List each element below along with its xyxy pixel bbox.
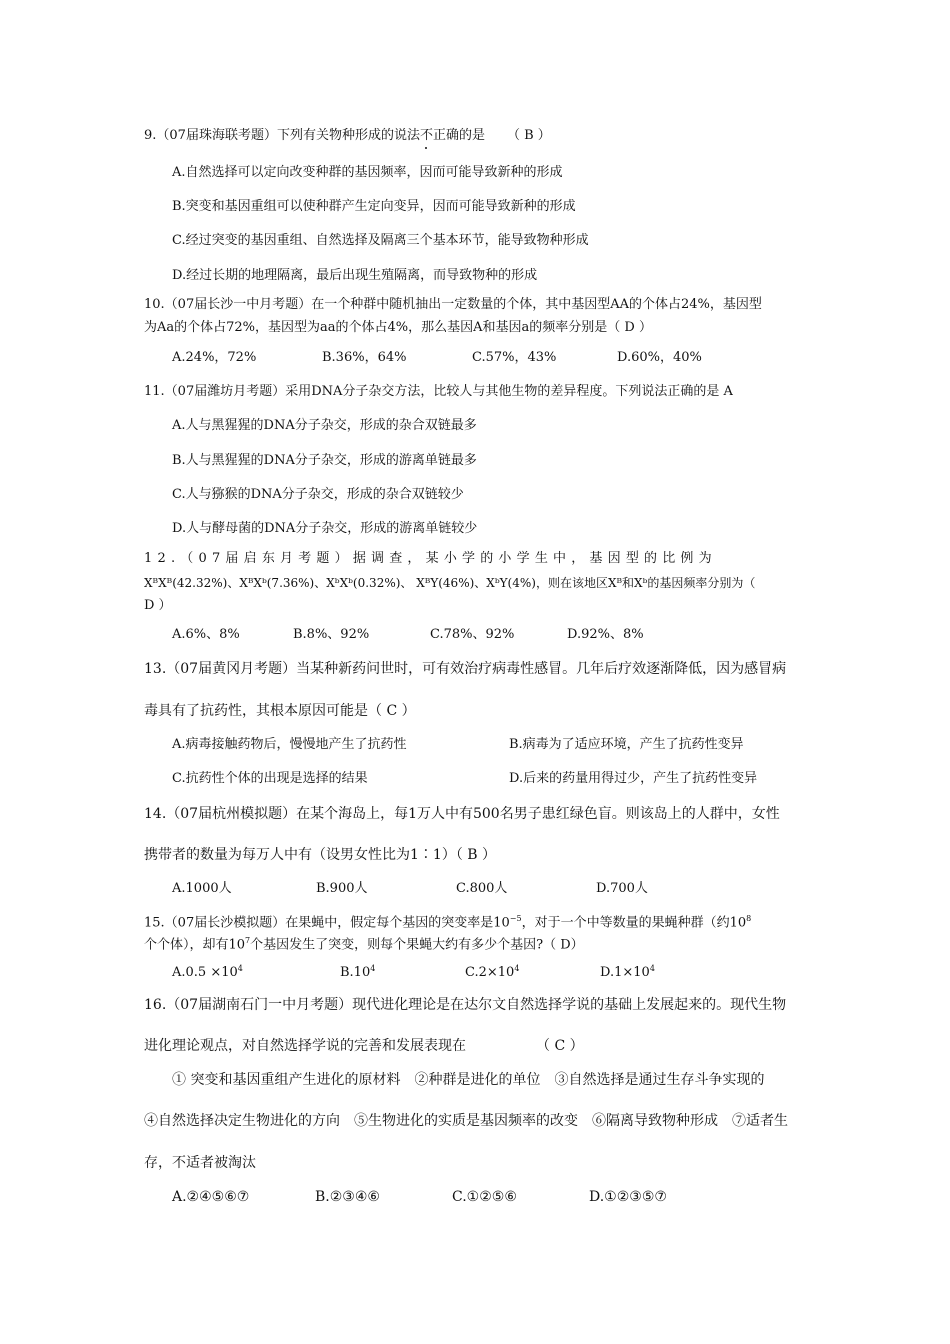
q15-stem-line2-b: 个基因发生了突变，则每个果蝇大约有多少个基因?（ D） [250, 937, 584, 953]
q13-option-b: B.病毒为了适应环境，产生了抗药性变异 [509, 737, 744, 752]
q11-option-b: B.人与黑猩猩的DNA分子杂交，形成的游离单链最多 [172, 453, 477, 468]
q14-option-d: D.700人 [596, 881, 648, 896]
q10-option-b: B.36%，64% [322, 350, 407, 365]
q10-option-c: C.57%，43% [472, 350, 557, 365]
q13-stem-line1: 13.（07届黄冈月考题）当某种新药问世时，可有效治疗病毒性感冒。几年后疗效逐渐降低，因为感冒病 [144, 661, 787, 677]
q12-stem-line1: 12.（07届启东月考题）据调查，某小学的小学生中，基因型的比例为 [144, 551, 717, 566]
q15-stem-line1-a: 15.（07届长沙模拟题）在果蝇中，假定每个基因的突变率是10 [144, 915, 510, 931]
q15-stem-line2 [144, 932, 584, 954]
q15-exponent-3: 7 [245, 936, 251, 945]
q13-option-c: C.抗药性个体的出现是选择的结果 [172, 771, 368, 786]
q10-option-a: A.24%，72% [172, 350, 257, 365]
q16-option-d: D.①②③⑤⑦ [589, 1189, 667, 1205]
q16-option-a: A.②④⑤⑥⑦ [172, 1189, 250, 1205]
q11-option-c: C.人与猕猴的DNA分子杂交，形成的杂合双链较少 [172, 487, 464, 502]
q10-option-d: D.60%，40% [617, 350, 702, 365]
q15-stem-line2-a: 个个体），却有10 [144, 937, 246, 953]
q14-stem-line1: 14.（07届杭州模拟题）在某个海岛上，每1万人中有500名男子患红绿色盲。则该岛上的人群中，女性 [144, 806, 780, 822]
q15-option-c: $C.2\times 10^4$ [465, 964, 520, 981]
q12-option-a: A.6%、8% [172, 627, 240, 642]
q11-option-d: D.人与酵母菌的DNA分子杂交，形成的游离单链较少 [172, 521, 478, 536]
q13-stem-line2: 毒具有了抗药性，其根本原因可能是（ C ） [144, 703, 416, 719]
q14-option-a: A.1000人 [172, 881, 232, 896]
q16-options [172, 1188, 667, 1206]
q16-option-c: C.①②⑤⑥ [452, 1189, 517, 1205]
q9-option-b: B.突变和基因重组可以使种群产生定向变异，因而可能导致新种的形成 [172, 199, 576, 214]
q16-statements-line1: ① 突变和基因重组产生进化的原材料 ②种群是进化的单位 ③自然选择是通过生存斗争实现的 [172, 1072, 765, 1088]
q16-stem-line1: 16.（07届湖南石门一中月考题）现代进化理论是在达尔文自然选择学说的基础上发展起来的。现代生物 [144, 997, 787, 1013]
q9-stem-post: 正确的是 [432, 128, 485, 143]
q10-stem-line1: 10.（07届长沙一中月考题）在一个种群中随机抽出一定数量的个体，其中基因型AA的个体占24%，基因型 [144, 297, 762, 312]
q15-exponent-1: −5 [509, 914, 522, 923]
q15-stem-line1-b: ，对于一个中等数量的果蝇种群（约10 [521, 915, 747, 931]
q15-options [172, 960, 655, 982]
q16-statements-line3: 存，不适者被淘汰 [144, 1155, 256, 1171]
q12-stem-line3: D ） [144, 598, 172, 613]
q13-option-a: A.病毒接触药物后，慢慢地产生了抗药性 [172, 737, 407, 752]
q9-answer: （ B ） [506, 128, 551, 143]
q10-stem-line2: 为Aa的个体占72%，基因型为aa的个体占4%，那么基因A和基因a的频率分别是（ D ） [144, 320, 652, 335]
q12-options [172, 626, 644, 644]
q14-stem-line2: 携带者的数量为每万人中有（设男女性比为1∶1）（ B ） [144, 847, 497, 863]
q16-statements-line2: ④自然选择决定生物进化的方向 ⑤生物进化的实质是基因频率的改变 ⑥隔离导致物种形成 ⑦适者生 [144, 1113, 788, 1129]
q16-option-b: B.②③④⑥ [315, 1189, 380, 1205]
q13-option-d: D.后来的药量用得过少，产生了抗药性变异 [509, 771, 758, 786]
q16-answer: （ C ） [536, 1038, 584, 1054]
q12-stem-line2: XᴮXᴮ(42.32%)、XᴮXᵇ(7.36%)、XᵇXᵇ(0.32%)、 XᴮY(46%)、XᵇY(4%)，则在该地区Xᴮ和Xᵇ的基因频率分别为（ [144, 576, 756, 590]
q12-option-b: B.8%、92% [293, 627, 370, 642]
q15-stem-line1 [144, 910, 751, 932]
q14-options [172, 880, 648, 898]
q15-option-a: $A.0.5 \times 10^4$ [172, 964, 243, 981]
q9-stem [144, 127, 551, 145]
q15-option-b: $B.10^4$ [340, 964, 376, 981]
q9-option-a: A.自然选择可以定向改变种群的基因频率，因而可能导致新种的形成 [172, 165, 563, 180]
q16-stem-line2-text: 进化理论观点，对自然选择学说的完善和发展表现在 [144, 1038, 466, 1054]
q11-option-a: A.人与黑猩猩的DNA分子杂交，形成的杂合双链最多 [172, 418, 477, 433]
q13-options-row2 [172, 770, 757, 788]
q12-option-c: C.78%、92% [430, 627, 515, 642]
q12-option-d: D.92%、8% [567, 627, 644, 642]
q14-option-c: C.800人 [456, 881, 508, 896]
q11-stem: 11.（07届潍坊月考题）采用DNA分子杂交方法，比较人与其他生物的差异程度。下列说法正确的是 A [144, 384, 733, 399]
q14-option-b: B.900人 [316, 881, 368, 896]
q13-options-row1 [172, 736, 744, 754]
q9-stem-emphasis: 不 [419, 128, 433, 143]
q9-option-c: C.经过突变的基因重组、自然选择及隔离三个基本环节，能导致物种形成 [172, 233, 589, 248]
q9-stem-pre: 9.（07届珠海联考题）下列有关物种形成的说法 [144, 128, 420, 143]
q16-stem-line2 [144, 1037, 584, 1055]
q10-options [172, 349, 702, 367]
q9-option-d: D.经过长期的地理隔离，最后出现生殖隔离，而导致物种的形成 [172, 268, 538, 283]
q15-option-d: $D.1\times 10^4$ [600, 964, 655, 981]
q15-exponent-2: 8 [746, 914, 752, 923]
